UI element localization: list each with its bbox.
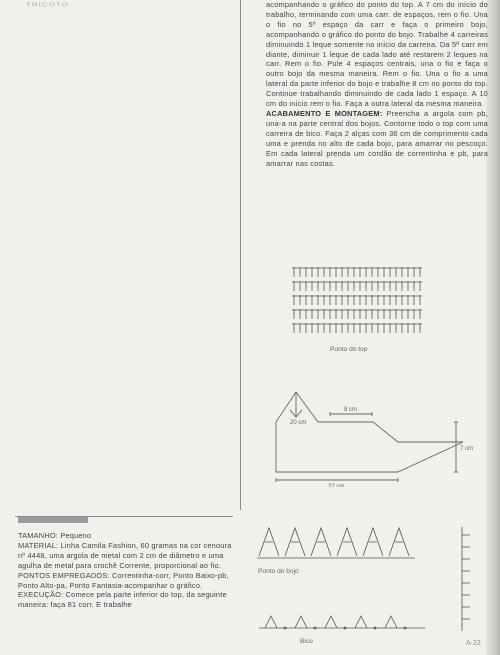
execution-line: EXECUÇÃO: Comece pela parte inferior do top, da seguinte maneira: faça 81 corr. E trabalhe xyxy=(18,590,227,610)
cup-stitch-caption: Ponto do bojo xyxy=(258,568,299,575)
width-label: 22 cm xyxy=(328,484,345,487)
bottom-divider xyxy=(15,516,233,517)
cup-width-label: 8 cm xyxy=(344,407,358,413)
page-edge-shadow xyxy=(486,0,500,655)
finishing-paragraph xyxy=(266,109,488,168)
top-stitch-chart xyxy=(290,265,440,335)
page-mark: TRICOTO xyxy=(26,1,69,8)
size-line: TAMANHO: Pequeno xyxy=(18,531,92,540)
edge-chart xyxy=(255,608,435,638)
section-header xyxy=(18,517,88,523)
finishing-heading: ACABAMENTO E MONTAGEM: xyxy=(266,108,383,118)
top-schematic xyxy=(268,362,473,487)
left-instructions xyxy=(18,531,238,610)
right-instructions xyxy=(266,0,488,168)
side-label: 7 cm xyxy=(460,446,473,452)
side-edge-chart xyxy=(456,525,476,635)
cup-height-label: 20 cm xyxy=(290,420,307,426)
material-line: MATERIAL: Linha Camila Fashion, 60 gramas na cor cenoura nº 4448, uma argola de metal com 2 cm de diâmetro e uma agulha de metal para crochê Corrente, proporcional ao fio. xyxy=(18,540,232,570)
edge-caption: Bico xyxy=(300,638,313,645)
cup-stitch-chart xyxy=(255,522,435,564)
top-stitch-caption: Ponto do top xyxy=(330,346,368,353)
finishing-text: Preencha a argola com pb, una-a na parte central dos bojos. Contorne todo o top com uma carreira de bico. Faça 2 alças com 36 cm de comprimento cada uma e prenda no alto de cada bojo, para amarrar no pescoço. Em cada lateral prenda um cordão de correntinha e pb, para amarrar nas costas. xyxy=(266,108,488,168)
instructions-paragraph: acompanhando o gráfico do ponto do top. A 7 cm do início do trabalho, terminando com uma carr. de espaços, rem o fio. Una o fio no 5º espaço da carr e faça o primeiro bojo, acompanhando o gráfico do ponto do bojo. Trabalhe 4 carreiras diminuindo 1 leque somente no início da carreira. Da 5ª carr em diante, diminuir 1 leque de cada lado até restarem 2 leques na carr. Rem o fio. Pule 4 espaços centrais, una o fio e faça o outro bojo da mesma maneira. Rem o fio. Una o fio a uma lateral da parte inferior do bojo e trabalhe 8 cm no ponto do top. Continue trabalhando diminuindo de cada lado 1 espaço. A 10 cm do início rem o fio. Faça a outra lateral da mesma maneira. xyxy=(266,0,488,109)
column-divider xyxy=(240,0,241,510)
page-number: A-22 xyxy=(466,640,481,647)
stitches-line: PONTOS EMPREGADOS: Correntinha-corr, Ponto Baixo-pb, Ponto Alto-pa, Ponto Fantasia-acompanhar o gráfico. xyxy=(18,570,229,590)
